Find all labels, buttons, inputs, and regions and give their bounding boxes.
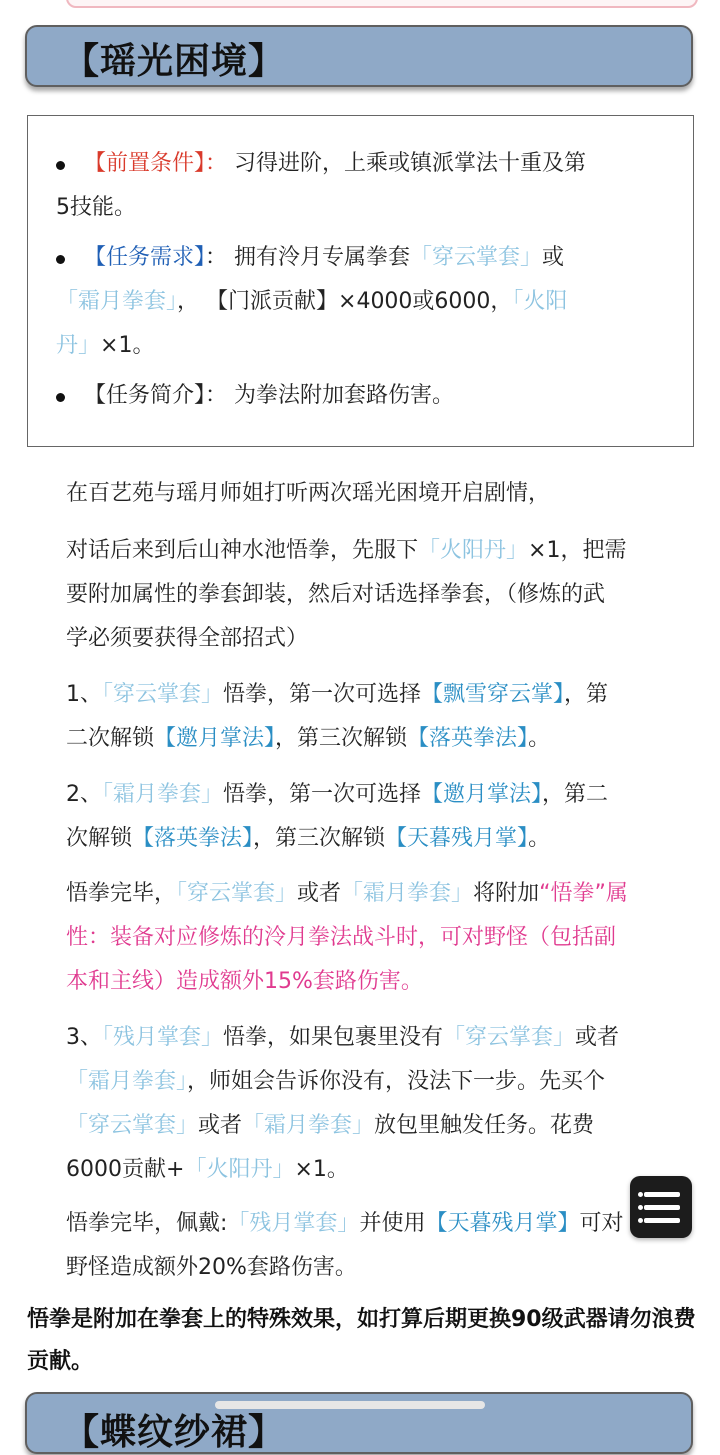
- summary-label: 【任务简介】: [84, 383, 206, 408]
- text: 。: [528, 726, 551, 751]
- skill-link[interactable]: 【邀月掌法】: [154, 726, 276, 751]
- text: 。: [528, 826, 551, 851]
- item-link[interactable]: 「霜月拳套」: [102, 782, 224, 807]
- section-title: 【瑶光困境】: [63, 41, 286, 82]
- text: 或者: [297, 881, 342, 906]
- text: ×1。: [294, 1157, 349, 1182]
- item-link[interactable]: 「火阳: [512, 289, 568, 314]
- text: 悟拳完毕，: [66, 881, 177, 906]
- step-2: [66, 773, 696, 861]
- text: ，第三次解锁: [253, 826, 386, 851]
- skill-link[interactable]: 【落英拳法】: [407, 726, 529, 751]
- item-link[interactable]: 「穿云掌套」: [102, 682, 224, 707]
- item-link[interactable]: 「霜月拳套」: [242, 1113, 375, 1138]
- req-text-2: ， 【门派贡献】×4000或6000，: [177, 289, 513, 314]
- info-item-prerequisite: [56, 142, 674, 230]
- skill-link[interactable]: 【天暮残月掌】: [425, 1211, 580, 1236]
- skill-link[interactable]: 【飘雪穿云掌】: [421, 682, 565, 707]
- item-link[interactable]: 「残月掌套」: [227, 1211, 360, 1236]
- highlight-text: 本和主线）造成额外15%套路伤害。: [66, 969, 423, 994]
- prereq-label: 【前置条件】：: [84, 151, 228, 176]
- text: 或者: [575, 1025, 620, 1050]
- item-link[interactable]: 丹」: [56, 333, 101, 358]
- note-paragraph: [27, 1299, 697, 1383]
- skill-link[interactable]: 【邀月掌法】: [421, 782, 543, 807]
- summary-text: ： 为拳法附加套路伤害。: [205, 383, 455, 408]
- item-link[interactable]: 「霜月拳套」: [341, 881, 474, 906]
- text: 次解锁: [66, 826, 133, 851]
- item-link[interactable]: 「霜月拳套」: [66, 1069, 188, 1094]
- paragraph-intro: [66, 472, 696, 516]
- text: 野怪造成额外20%套路伤害。: [66, 1255, 357, 1280]
- list-menu-icon[interactable]: [630, 1176, 692, 1238]
- item-link[interactable]: 「穿云掌套」: [176, 881, 298, 906]
- text: ，师姐会告诉你没有，没法下一步。先买个: [187, 1069, 606, 1094]
- info-item-summary: [84, 374, 674, 418]
- text: 6000贡献+: [66, 1157, 185, 1182]
- highlight-text: 性：装备对应修炼的泠月拳法战斗时，可对野怪（包括副: [66, 925, 617, 950]
- prereq-text: 习得进阶，上乘或镇派掌法十重及第: [227, 151, 587, 176]
- step-number: 1、: [66, 682, 102, 707]
- step-number: 2、: [66, 782, 102, 807]
- section-header: [25, 25, 693, 87]
- req-text: ： 拥有泠月专属拳套: [205, 245, 411, 270]
- prereq-text-2: 5技能。: [56, 195, 136, 220]
- item-link[interactable]: 「穿云掌套」: [66, 1113, 199, 1138]
- text: 对话后来到后山神水池悟拳，先服下: [66, 538, 419, 563]
- text: 放包里触发任务。花费: [374, 1113, 595, 1138]
- text: ×1，把需: [528, 538, 627, 563]
- text: 要附加属性的拳套卸装，然后对话选择拳套，（修炼的武: [66, 582, 606, 607]
- step-1: [66, 673, 696, 761]
- item-link[interactable]: 「火阳丹」: [184, 1157, 295, 1182]
- skill-link[interactable]: 【落英拳法】: [132, 826, 254, 851]
- item-link[interactable]: 「穿云掌套」: [443, 1025, 576, 1050]
- req-or: 或: [542, 245, 565, 270]
- step-number: 3、: [66, 1025, 102, 1050]
- paragraph-steps: [66, 529, 696, 661]
- intro-text: 在百艺苑与瑶月师姐打听两次瑶光困境开启剧情，: [66, 481, 551, 506]
- text: 悟拳完毕，佩戴:: [66, 1211, 228, 1236]
- text: 悟拳，如果包裹里没有: [223, 1025, 444, 1050]
- text: 将附加: [473, 881, 540, 906]
- text: 悟拳，第一次可选择: [223, 782, 422, 807]
- result-1: [66, 872, 696, 1004]
- text: 可对: [579, 1211, 624, 1236]
- text: ，第三次解锁: [275, 726, 408, 751]
- text: ，第: [564, 682, 609, 707]
- note-text: 悟拳是附加在拳套上的特殊效果，如打算后期更换90级武器请勿浪费贡献。: [27, 1307, 696, 1374]
- item-link[interactable]: 「霜月拳套」: [56, 289, 178, 314]
- highlight-text: “悟拳”属: [539, 881, 628, 906]
- text: 并使用: [359, 1211, 426, 1236]
- text: 二次解锁: [66, 726, 155, 751]
- step-3: [66, 1016, 696, 1192]
- scroll-indicator[interactable]: [215, 1401, 485, 1409]
- req-label: 【任务需求】: [84, 245, 206, 270]
- text: 悟拳，第一次可选择: [223, 682, 422, 707]
- info-item-requirement: [56, 236, 674, 368]
- text: 学必须要获得全部招式）: [66, 626, 309, 651]
- text: ，第二: [542, 782, 609, 807]
- req-text-3: ×1。: [100, 333, 155, 358]
- skill-link[interactable]: 【天暮残月掌】: [385, 826, 529, 851]
- result-2: [66, 1202, 696, 1290]
- text: 或者: [198, 1113, 243, 1138]
- next-section-title: 【蝶纹纱裙】: [63, 1412, 286, 1453]
- item-link[interactable]: 「穿云掌套」: [410, 245, 543, 270]
- previous-section-box: [66, 0, 698, 8]
- item-link[interactable]: 「残月掌套」: [102, 1025, 224, 1050]
- quest-info-box: [27, 115, 694, 447]
- item-link[interactable]: 「火阳丹」: [418, 538, 529, 563]
